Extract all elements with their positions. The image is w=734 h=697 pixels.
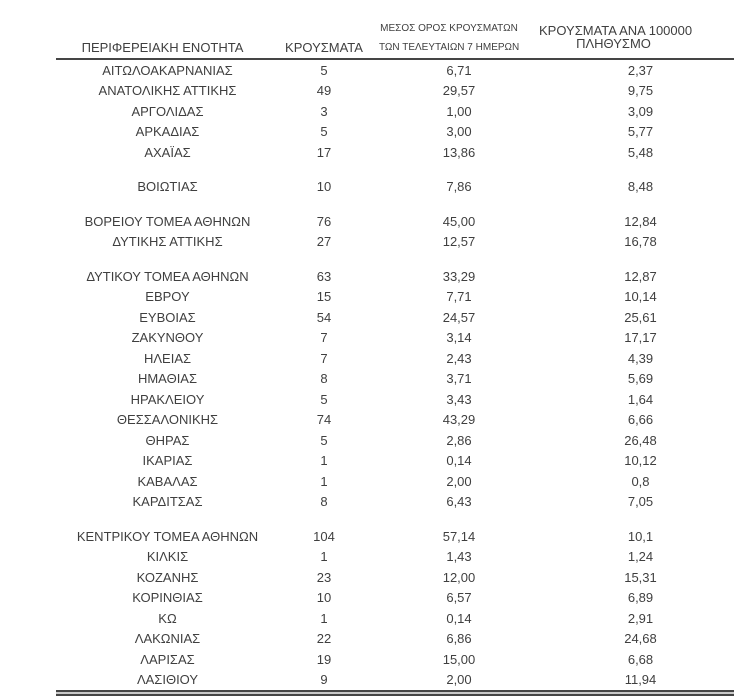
per100k-cell: 0,8 [631,473,650,489]
table-row [56,122,734,143]
avg7-cell: 3,00 [446,124,472,140]
cases-cell: 74 [316,412,332,428]
region-cell: ΛΑΣΙΘΙΟΥ [136,672,199,688]
cases-cell: 5 [320,432,328,448]
table-row [56,629,734,650]
region-cell: ΗΡΑΚΛΕΙΟΥ [130,391,205,407]
avg7-cell: 29,57 [442,83,476,99]
table-row [56,211,734,232]
cases-cell: 22 [316,631,332,647]
avg7-cell: 15,00 [442,651,476,667]
per100k-cell: 5,77 [627,124,654,140]
table-row [56,588,734,609]
avg7-cell: 45,00 [442,213,476,229]
col-header-avg7-line1: ΜΕΣΟΣ ΟΡΟΣ ΚΡΟΥΣΜΑΤΩΝ [380,23,518,34]
avg7-cell: 7,86 [446,179,472,195]
table-body [56,60,734,690]
cases-cell: 7 [320,330,328,346]
region-cell: ΔΥΤΙΚΗΣ ΑΤΤΙΚΗΣ [112,234,223,250]
per100k-cell: 24,68 [624,631,657,647]
table-row [56,451,734,472]
cases-cell: 1 [320,610,328,626]
spacer-row [56,512,734,526]
cases-cell: 104 [313,528,335,544]
col-header-cases: ΚΡΟΥΣΜΑΤΑ [285,40,363,55]
table-bottom-rule [56,690,734,696]
cases-cell: 5 [320,391,328,407]
avg7-cell: 12,00 [442,569,476,585]
avg7-cell: 43,29 [442,412,476,428]
per100k-cell: 15,31 [624,569,657,585]
table-row [56,81,734,102]
cases-cell: 10 [316,590,332,606]
cases-cell: 8 [320,494,328,510]
avg7-cell: 1,43 [446,549,472,565]
region-cell: ΑΝΑΤΟΛΙΚΗΣ ΑΤΤΙΚΗΣ [98,83,237,99]
per100k-cell: 1,64 [627,391,654,407]
table-row [56,307,734,328]
avg7-cell: 33,29 [442,268,476,284]
cases-by-region-table [56,12,734,696]
table-row [56,142,734,163]
avg7-cell: 13,86 [442,144,476,160]
avg7-cell: 6,71 [446,62,472,78]
per100k-cell: 25,61 [624,309,657,325]
region-cell: ΗΛΕΙΑΣ [143,350,192,366]
per100k-cell: 7,05 [627,494,654,510]
table-row [56,430,734,451]
avg7-cell: 2,43 [446,350,472,366]
cases-cell: 5 [320,124,328,140]
col-header-per100k [539,24,734,58]
region-cell: ΑΡΓΟΛΙΔΑΣ [131,103,204,119]
cases-cell: 76 [316,213,332,229]
table-row [56,60,734,81]
region-cell: ΕΥΒΟΙΑΣ [139,309,196,325]
per100k-cell: 17,17 [624,330,657,346]
per100k-cell: 10,1 [627,528,654,544]
table-row [56,101,734,122]
avg7-cell: 6,43 [446,494,472,510]
region-cell: ΚΟΖΑΝΗΣ [136,569,199,585]
cases-cell: 23 [316,569,332,585]
per100k-cell: 12,84 [624,213,657,229]
per100k-cell: 9,75 [627,83,654,99]
region-cell: ΙΚΑΡΙΑΣ [142,453,193,469]
cases-cell: 17 [316,144,332,160]
avg7-cell: 2,00 [446,473,472,489]
table-row [56,649,734,670]
per100k-cell: 16,78 [624,234,657,250]
region-cell: ΛΑΚΩΝΙΑΣ [134,631,201,647]
region-cell: ΚΑΡΔΙΤΣΑΣ [132,494,203,510]
col-header-region: ΠΕΡΙΦΕΡΕΙΑΚΗ ΕΝΟΤΗΤΑ [81,40,244,55]
region-cell: ΘΗΡΑΣ [145,432,190,448]
per100k-cell: 6,66 [627,412,654,428]
avg7-cell: 0,14 [446,453,472,469]
region-cell: ΒΟΡΕΙΟΥ ΤΟΜΕΑ ΑΘΗΝΩΝ [84,213,251,229]
cases-cell: 7 [320,350,328,366]
table-row [56,389,734,410]
table-row [56,328,734,349]
cases-cell: 8 [320,371,328,387]
region-cell: ΑΡΚΑΔΙΑΣ [135,124,200,140]
cases-cell: 15 [316,289,332,305]
avg7-cell: 3,14 [446,330,472,346]
per100k-cell: 6,89 [627,590,654,606]
per100k-cell: 1,24 [627,549,654,565]
col-header-per100k-line1: ΚΡΟΥΣΜΑΤΑ ΑΝΑ 100000 [539,23,693,38]
cases-cell: 1 [320,453,328,469]
region-cell: ΛΑΡΙΣΑΣ [140,651,195,667]
avg7-cell: 12,57 [442,234,476,250]
table-row [56,177,734,198]
per100k-cell: 8,48 [627,179,654,195]
cases-cell: 5 [320,62,328,78]
region-cell: ΖΑΚΥΝΘΟΥ [131,330,204,346]
table-row [56,287,734,308]
per100k-cell: 5,69 [627,371,654,387]
avg7-cell: 0,14 [446,610,472,626]
table-row [56,526,734,547]
avg7-cell: 7,71 [446,289,472,305]
table-row [56,670,734,691]
cases-cell: 10 [316,179,332,195]
region-cell: ΚΑΒΑΛΑΣ [137,473,198,489]
table-row [56,369,734,390]
table-row [56,547,734,568]
table-header-row [56,12,734,60]
avg7-cell: 1,00 [446,103,472,119]
spacer-row [56,197,734,211]
spacer-row [56,163,734,177]
per100k-cell: 3,09 [627,103,654,119]
cases-cell: 49 [316,83,332,99]
avg7-cell: 2,86 [446,432,472,448]
cases-cell: 1 [320,473,328,489]
per100k-cell: 5,48 [627,144,654,160]
table-row [56,567,734,588]
region-cell: ΚΕΝΤΡΙΚΟΥ ΤΟΜΕΑ ΑΘΗΝΩΝ [76,528,259,544]
cases-cell: 9 [320,672,328,688]
avg7-cell: 2,00 [446,672,472,688]
region-cell: ΔΥΤΙΚΟΥ ΤΟΜΕΑ ΑΘΗΝΩΝ [86,268,249,284]
avg7-cell: 3,43 [446,391,472,407]
per100k-cell: 6,68 [627,651,654,667]
region-cell: ΚΩ [158,610,177,626]
cases-cell: 19 [316,651,332,667]
cases-cell: 54 [316,309,332,325]
avg7-cell: 24,57 [442,309,476,325]
table-row [56,266,734,287]
table-row [56,608,734,629]
region-cell: ΑΧΑΪΑΣ [144,144,191,160]
cases-cell: 63 [316,268,332,284]
per100k-cell: 2,37 [627,62,654,78]
table-row [56,492,734,513]
avg7-cell: 57,14 [442,528,476,544]
region-cell: ΘΕΣΣΑΛΟΝΙΚΗΣ [116,412,219,428]
per100k-cell: 11,94 [624,672,657,688]
table-row [56,348,734,369]
per100k-cell: 26,48 [624,432,657,448]
avg7-cell: 6,57 [446,590,472,606]
per100k-cell: 2,91 [627,610,654,626]
col-header-avg7-line2: ΤΩΝ ΤΕΛΕΥΤΑΙΩΝ 7 ΗΜΕΡΩΝ [379,42,520,53]
col-header-per100k-line2: ΠΛΗΘΥΣΜΟ [576,36,651,51]
avg7-cell: 3,71 [446,371,472,387]
table-row [56,232,734,253]
region-cell: ΚΙΛΚΙΣ [146,549,189,565]
region-cell: ΑΙΤΩΛΟΑΚΑΡΝΑΝΙΑΣ [102,62,233,78]
region-cell: ΚΟΡΙΝΘΙΑΣ [132,590,203,606]
cases-cell: 1 [320,549,328,565]
per100k-cell: 4,39 [627,350,654,366]
per100k-cell: 10,14 [624,289,657,305]
per100k-cell: 10,12 [624,453,657,469]
cases-cell: 3 [320,103,328,119]
per100k-cell: 12,87 [624,268,657,284]
region-cell: ΒΟΙΩΤΙΑΣ [137,179,198,195]
spacer-row [56,252,734,266]
cases-cell: 27 [316,234,332,250]
avg7-cell: 6,86 [446,631,472,647]
col-header-avg7 [379,19,539,58]
region-cell: ΕΒΡΟΥ [145,289,190,305]
table-row [56,410,734,431]
table-row [56,471,734,492]
region-cell: ΗΜΑΘΙΑΣ [137,371,198,387]
